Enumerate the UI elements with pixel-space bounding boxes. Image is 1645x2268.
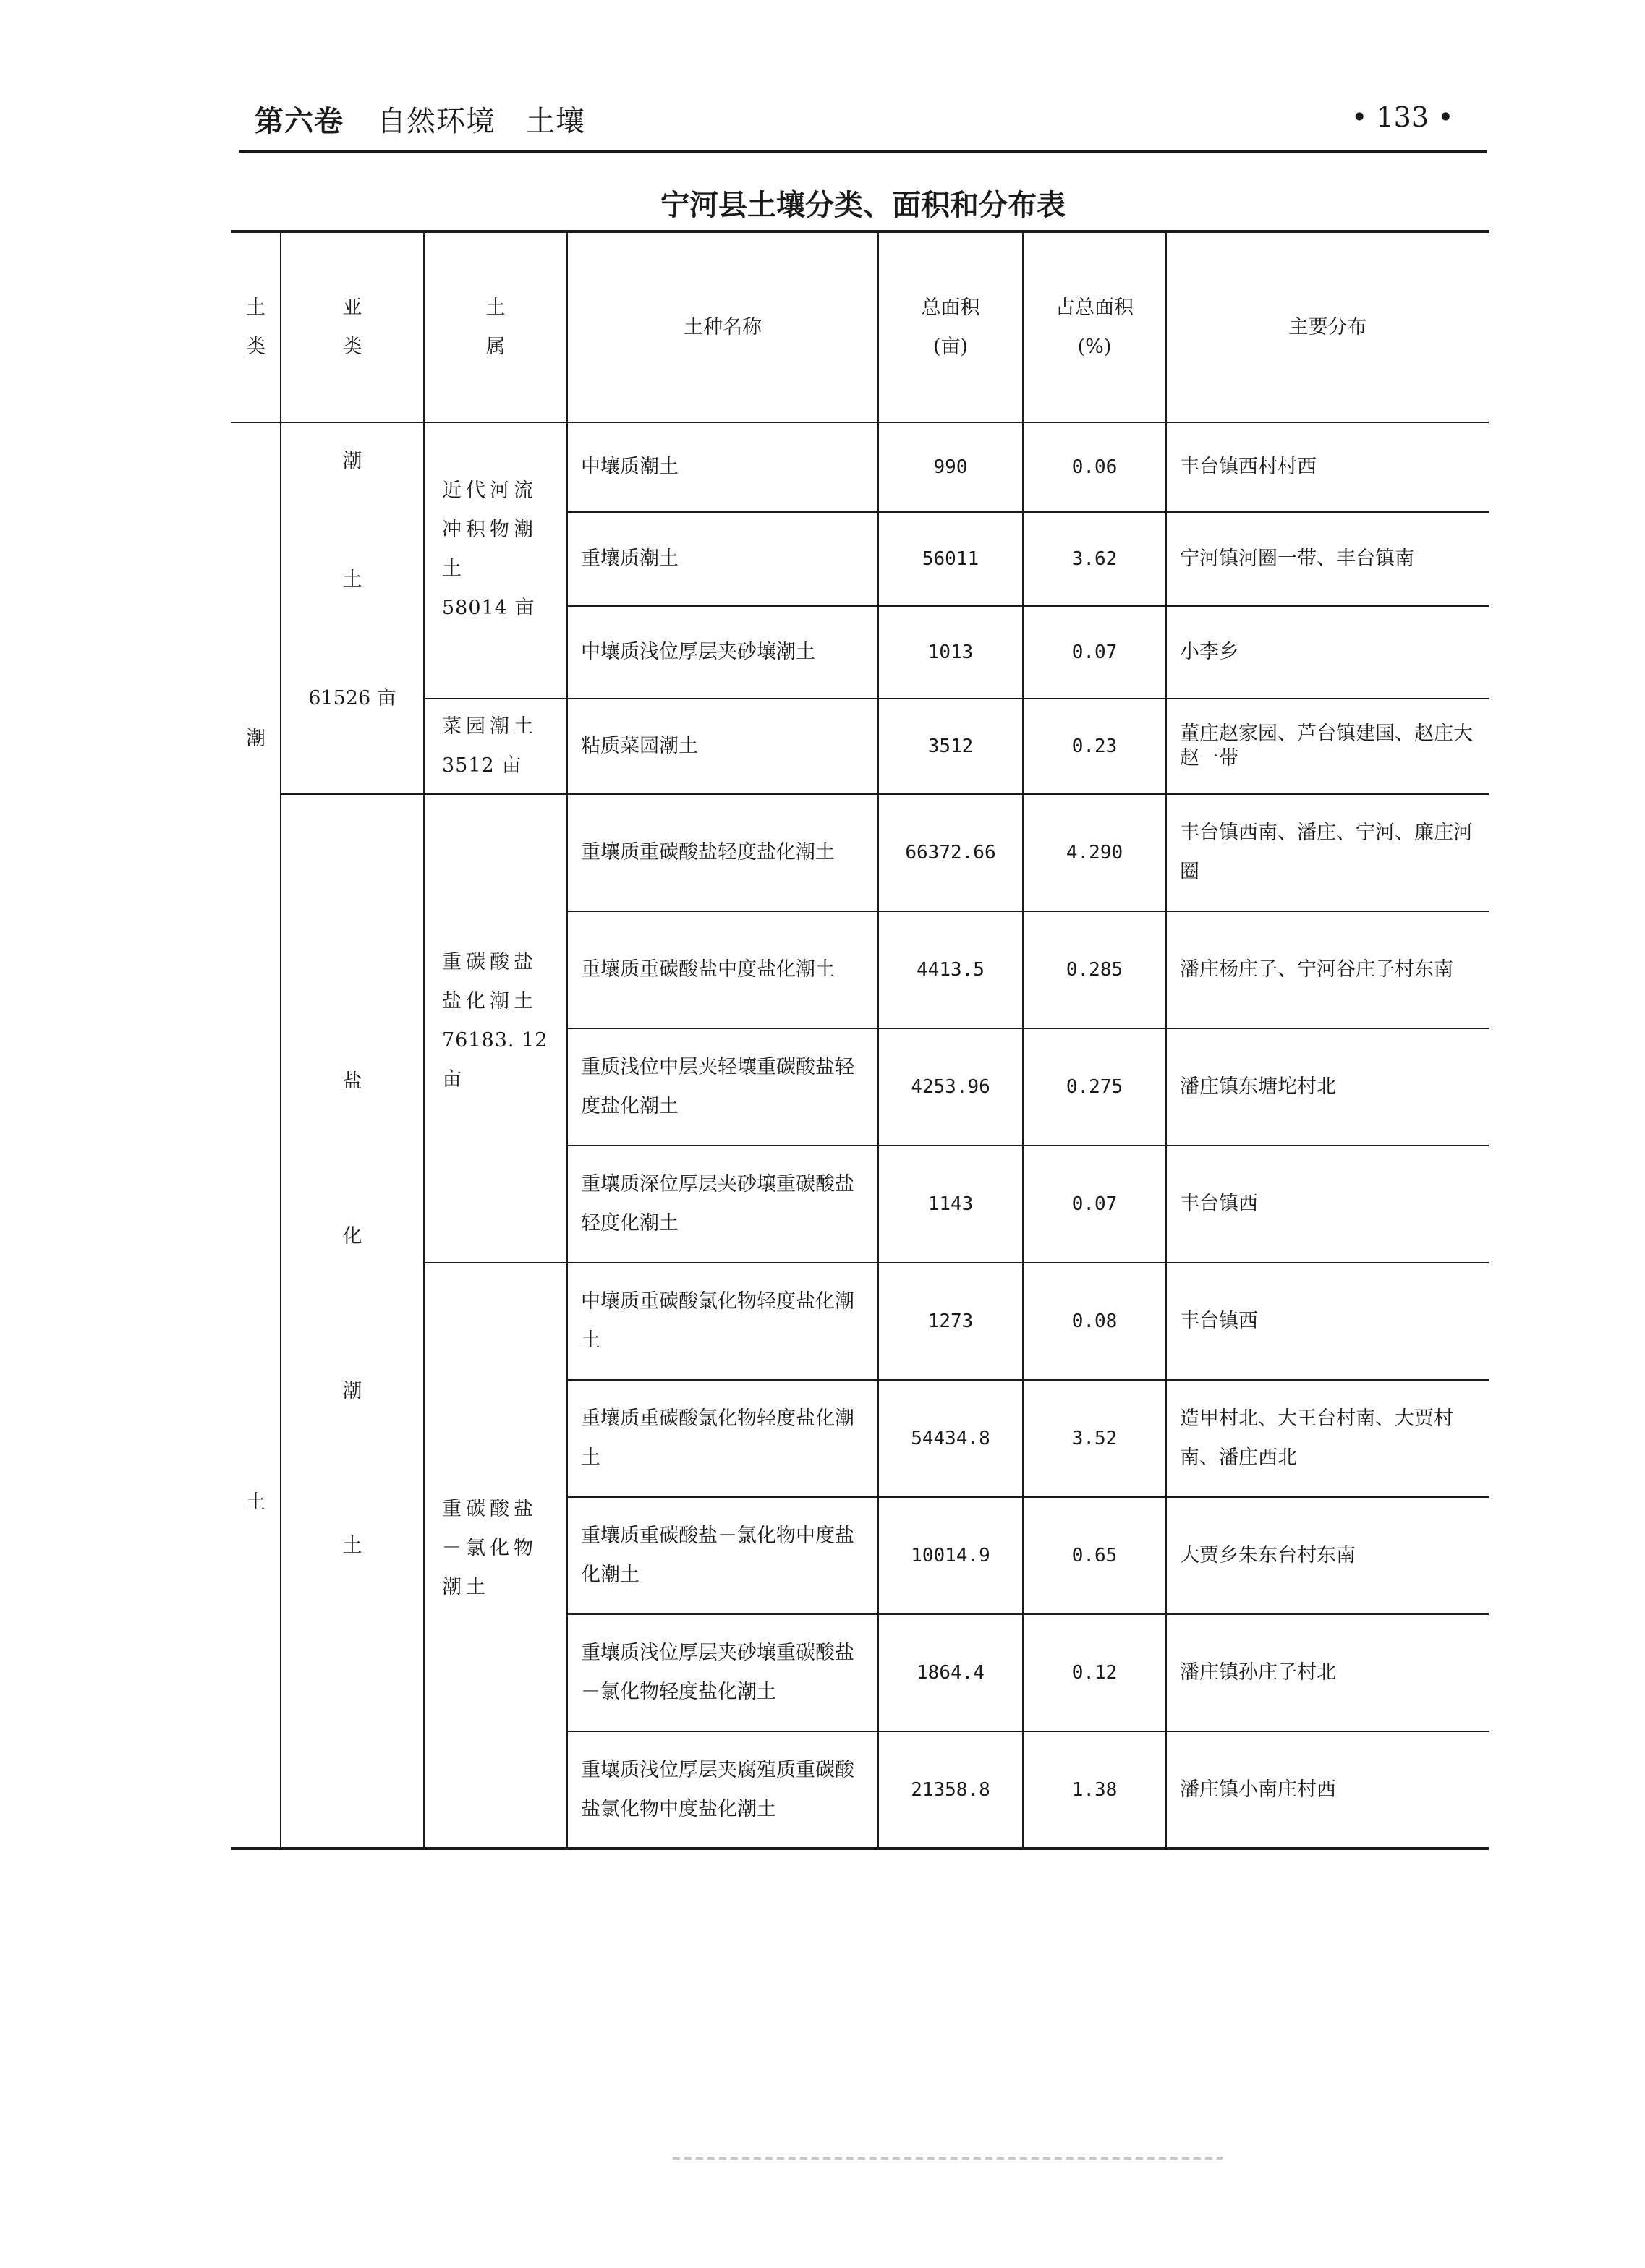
col-header-soil-class: 土 类 [231, 231, 281, 422]
table-row [231, 794, 1489, 911]
page-number: • 133 • [1351, 101, 1454, 133]
total-area: 56011 [878, 512, 1023, 606]
total-area: 21358.8 [878, 1731, 1023, 1849]
table-row [231, 422, 1489, 512]
percent: 0.07 [1023, 1146, 1166, 1263]
percent: 3.52 [1023, 1380, 1166, 1497]
species-name: 重壤质重碳酸盐中度盐化潮土 [567, 911, 878, 1028]
total-area: 1273 [878, 1263, 1023, 1380]
species-name: 中壤质潮土 [567, 422, 878, 512]
soil-table-wrapper [231, 230, 1489, 1850]
genus-cell: 近代河流 冲积物潮 土 58014 亩 [424, 422, 567, 699]
species-name: 粘质菜园潮土 [567, 699, 878, 794]
distribution: 丰台镇西 [1166, 1146, 1489, 1263]
col-header-genus: 土 属 [424, 231, 567, 422]
total-area: 1013 [878, 606, 1023, 699]
subclass-char: 化 [342, 1225, 362, 1248]
soil-class-char: 土 [246, 1491, 265, 1514]
running-header [255, 98, 585, 140]
distribution: 潘庄杨庄子、宁河谷庄子村东南 [1166, 911, 1489, 1028]
total-area: 1864.4 [878, 1614, 1023, 1731]
percent: 0.285 [1023, 911, 1166, 1028]
distribution: 造甲村北、大王台村南、大贾村南、潘庄西北 [1166, 1380, 1489, 1497]
distribution: 潘庄镇孙庄子村北 [1166, 1614, 1489, 1731]
subclass-char: 潮 [342, 450, 362, 472]
subclass-char: 潮 [342, 1380, 362, 1402]
species-name: 重壤质重碳酸氯化物轻度盐化潮土 [567, 1380, 878, 1497]
percent: 4.290 [1023, 794, 1166, 911]
distribution: 潘庄镇小南庄村西 [1166, 1731, 1489, 1849]
percent: 0.23 [1023, 699, 1166, 794]
total-area: 4413.5 [878, 911, 1023, 1028]
species-name: 重壤质潮土 [567, 512, 878, 606]
total-area: 3512 [878, 699, 1023, 794]
genus-cell: 重碳酸盐 盐化潮土 76183. 12 亩 [424, 794, 567, 1263]
species-name: 中壤质重碳酸氯化物轻度盐化潮土 [567, 1263, 878, 1380]
col-header-species-name: 土种名称 [567, 231, 878, 422]
species-name: 重壤质深位厚层夹砂壤重碳酸盐轻度化潮土 [567, 1146, 878, 1263]
table-title: 宁河县土壤分类、面积和分布表 [660, 188, 1066, 222]
subsection-label: 土壤 [526, 105, 585, 138]
species-name: 中壤质浅位厚层夹砂壤潮土 [567, 606, 878, 699]
header-rule [239, 150, 1487, 153]
total-area: 66372.66 [878, 794, 1023, 911]
soil-class-char: 潮 [246, 727, 265, 750]
distribution: 小李乡 [1166, 606, 1489, 699]
distribution: 潘庄镇东塘坨村北 [1166, 1028, 1489, 1146]
total-area: 990 [878, 422, 1023, 512]
scan-smudge [673, 2157, 1223, 2160]
subclass-area: 61526 亩 [308, 687, 396, 709]
species-name: 重壤质重碳酸盐－氯化物中度盐化潮土 [567, 1497, 878, 1614]
total-area: 4253.96 [878, 1028, 1023, 1146]
subclass-cell-chao [281, 422, 424, 794]
percent: 0.65 [1023, 1497, 1166, 1614]
percent: 0.08 [1023, 1263, 1166, 1380]
distribution: 董庄赵家园、芦台镇建国、赵庄大赵一带 [1166, 699, 1489, 794]
subclass-char: 盐 [342, 1070, 362, 1093]
volume-label: 第六卷 [255, 104, 344, 138]
col-header-subclass: 亚 类 [281, 231, 424, 422]
percent: 0.12 [1023, 1614, 1166, 1731]
species-name: 重壤质浅位厚层夹砂壤重碳酸盐－氯化物轻度盐化潮土 [567, 1614, 878, 1731]
soil-classification-table [231, 230, 1489, 1850]
genus-cell: 菜园潮土 3512 亩 [424, 699, 567, 794]
total-area: 54434.8 [878, 1380, 1023, 1497]
distribution: 宁河镇河圈一带、丰台镇南 [1166, 512, 1489, 606]
subclass-char: 土 [342, 568, 362, 591]
table-header-row [231, 231, 1489, 422]
distribution: 丰台镇西 [1166, 1263, 1489, 1380]
percent: 0.275 [1023, 1028, 1166, 1146]
total-area: 1143 [878, 1146, 1023, 1263]
col-header-percent: 占总面积 (%) [1023, 231, 1166, 422]
col-header-total-area: 总面积 (亩) [878, 231, 1023, 422]
subclass-char: 土 [342, 1535, 362, 1557]
percent: 0.06 [1023, 422, 1166, 512]
percent: 3.62 [1023, 512, 1166, 606]
percent: 0.07 [1023, 606, 1166, 699]
percent: 1.38 [1023, 1731, 1166, 1849]
species-name: 重壤质重碳酸盐轻度盐化潮土 [567, 794, 878, 911]
section-label: 自然环境 [377, 105, 496, 138]
total-area: 10014.9 [878, 1497, 1023, 1614]
species-name: 重壤质浅位厚层夹腐殖质重碳酸盐氯化物中度盐化潮土 [567, 1731, 878, 1849]
distribution: 丰台镇西南、潘庄、宁河、廉庄河圈 [1166, 794, 1489, 911]
soil-class-cell [231, 422, 281, 1849]
subclass-cell-yanhua [281, 794, 424, 1849]
distribution: 大贾乡朱东台村东南 [1166, 1497, 1489, 1614]
genus-cell: 重碳酸盐 －氯化物 潮土 [424, 1263, 567, 1849]
col-header-distribution: 主要分布 [1166, 231, 1489, 422]
distribution: 丰台镇西村村西 [1166, 422, 1489, 512]
species-name: 重质浅位中层夹轻壤重碳酸盐轻度盐化潮土 [567, 1028, 878, 1146]
